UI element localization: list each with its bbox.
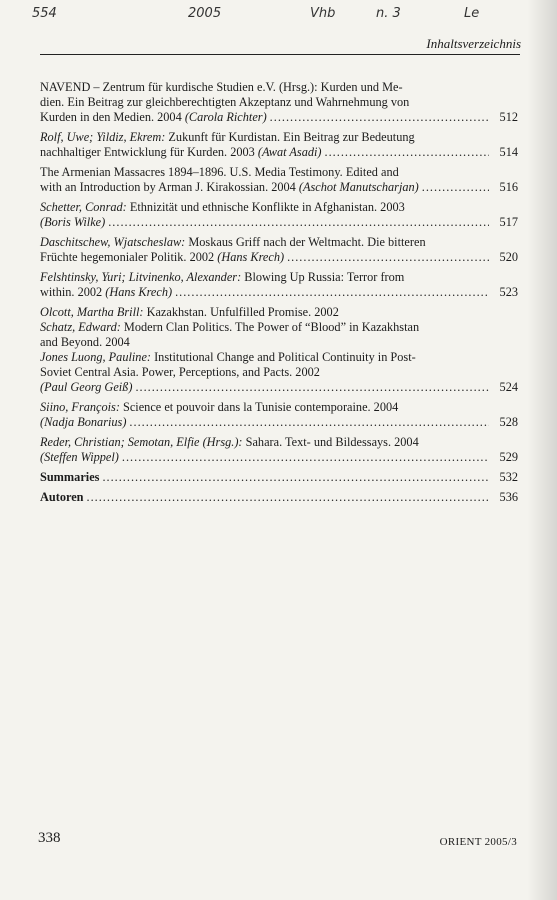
toc-entry-last-line <box>40 490 518 505</box>
handwritten-note: n. 3 <box>376 6 401 21</box>
toc-entry-last-line <box>40 285 518 300</box>
toc-entry-reviewer: (Hans Krech) <box>105 285 173 299</box>
toc-entry-reviewer: (Steffen Wippel) <box>40 450 119 464</box>
toc-entry <box>40 435 518 465</box>
toc-entry-title: Früchte hegemonialer Politik. 2002 <box>40 250 218 264</box>
toc-entry-reviewer: (Boris Wilke) <box>40 215 106 229</box>
toc-section <box>40 490 518 505</box>
handwritten-note: 2005 <box>188 6 222 21</box>
toc-entry-text: Blowing Up Russia: Terror from <box>241 270 405 284</box>
toc-page-number: 528 <box>499 415 518 429</box>
toc-entry-reviewer: (Aschot Manutscharjan) <box>298 180 419 194</box>
toc-entry-line <box>40 305 518 320</box>
toc-entry-line <box>40 350 518 365</box>
toc-entry-title: Kurden in den Medien. 2004 <box>40 110 185 124</box>
toc-entry-line <box>40 435 518 450</box>
toc-entry <box>40 165 518 195</box>
leader-dots <box>135 380 489 395</box>
toc-page-number: 512 <box>499 110 518 124</box>
leader-dots <box>422 180 489 195</box>
toc-entry-text <box>40 145 322 160</box>
toc-entry-last-line <box>40 415 518 430</box>
toc-entry-text <box>40 380 132 395</box>
toc-entry-last-line <box>40 145 518 160</box>
toc-entry <box>40 305 518 395</box>
toc-entry-text: Kazakhstan. Unfulfilled Promise. 2002 <box>143 305 339 319</box>
toc-entry-author: Felshtinsky, Yuri; Litvinenko, Alexander: <box>40 270 242 284</box>
toc-entry-title: nachhaltiger Entwicklung für Kurden. 2003 <box>40 145 258 159</box>
toc-entry <box>40 235 518 265</box>
toc-section-label: Autoren <box>40 490 84 504</box>
toc-entry-text <box>40 450 119 465</box>
toc-entry-line <box>40 320 518 335</box>
toc-entry-text: NAVEND – Zentrum für kurdische Studien e.V. (Hrsg.): Kurden und Me- <box>40 80 403 94</box>
toc-entry-author: Schatz, Edward: <box>40 320 121 334</box>
toc-entry-text <box>40 180 419 195</box>
toc-entry-text <box>40 285 172 300</box>
handwritten-note: 554 <box>32 6 57 21</box>
toc-entry-author: Olcott, Martha Brill: <box>40 305 144 319</box>
toc-entry-line <box>40 165 518 180</box>
toc-entry-line <box>40 270 518 285</box>
journal-issue: ORIENT 2005/3 <box>439 836 517 848</box>
toc-entry-last-line <box>40 180 518 195</box>
toc-entry-text: Soviet Central Asia. Power, Perceptions, and Pacts. 2002 <box>40 365 320 379</box>
table-of-contents <box>40 80 518 510</box>
toc-entry-text: and Beyond. 2004 <box>40 335 130 349</box>
toc-entry-text: Institutional Change and Political Continuity in Post- <box>151 350 416 364</box>
toc-entry <box>40 400 518 430</box>
toc-page-number: 516 <box>499 180 518 194</box>
toc-page-number: 532 <box>499 470 518 484</box>
toc-entry-reviewer: (Paul Georg Geiß) <box>40 380 133 394</box>
toc-entry-title: within. 2002 <box>40 285 106 299</box>
toc-entry <box>40 80 518 125</box>
toc-entry-line <box>40 400 518 415</box>
toc-section <box>40 470 518 485</box>
toc-entry-title: with an Introduction by Arman J. Kirakossian. 2004 <box>40 180 299 194</box>
toc-entry-author: Schetter, Conrad: <box>40 200 127 214</box>
leader-dots <box>122 450 489 465</box>
toc-entry-reviewer: (Nadja Bonarius) <box>40 415 127 429</box>
handwritten-notes <box>28 6 517 28</box>
toc-page-number: 517 <box>499 215 518 229</box>
toc-entry-last-line <box>40 250 518 265</box>
toc-entry-line <box>40 80 518 95</box>
leader-dots <box>325 145 489 160</box>
toc-page-number: 520 <box>499 250 518 264</box>
toc-entry-text: The Armenian Massacres 1894–1896. U.S. Media Testimony. Edited and <box>40 165 399 179</box>
toc-page-number: 524 <box>499 380 518 394</box>
toc-entry-author: Daschitschew, Wjatscheslaw: <box>40 235 186 249</box>
leader-dots <box>87 490 490 505</box>
handwritten-note: Vhb <box>310 6 336 21</box>
toc-entry-author: Rolf, Uwe; Yildiz, Ekrem: <box>40 130 166 144</box>
toc-page-number: 536 <box>499 490 518 504</box>
toc-page-number: 529 <box>499 450 518 464</box>
toc-entry-last-line <box>40 450 518 465</box>
page-number: 338 <box>38 830 61 846</box>
toc-entry-line <box>40 200 518 215</box>
leader-dots <box>270 110 489 125</box>
toc-entry-text <box>40 110 267 125</box>
leader-dots <box>287 250 489 265</box>
toc-entry-author: Jones Luong, Pauline: <box>40 350 151 364</box>
toc-section-label: Summaries <box>40 470 100 484</box>
toc-entry-reviewer: (Carola Richter) <box>184 110 267 124</box>
toc-page-number: 514 <box>499 145 518 159</box>
toc-entry-text <box>40 415 126 430</box>
toc-entry-last-line <box>40 215 518 230</box>
toc-entry-text: Moskaus Griff nach der Weltmacht. Die bitteren <box>185 235 426 249</box>
toc-entry-text: Zukunft für Kurdistan. Ein Beitrag zur Bedeutung <box>165 130 415 144</box>
header-divider <box>40 54 520 55</box>
toc-entry-line <box>40 95 518 110</box>
leader-dots <box>108 215 489 230</box>
toc-entry-text: Modern Clan Politics. The Power of “Blood” in Kazakhstan <box>120 320 420 334</box>
handwritten-note: Le <box>464 6 480 21</box>
toc-entry <box>40 130 518 160</box>
toc-entry <box>40 270 518 300</box>
toc-entry-line <box>40 335 518 350</box>
toc-entry-last-line <box>40 470 518 485</box>
toc-entry-text <box>40 215 105 230</box>
toc-entry-line <box>40 365 518 380</box>
toc-entry-last-line <box>40 380 518 395</box>
toc-entry-author: Siino, François: <box>40 400 120 414</box>
leader-dots <box>175 285 489 300</box>
toc-entry-last-line <box>40 110 518 125</box>
toc-entry-text: Sahara. Text- und Bildessays. 2004 <box>242 435 419 449</box>
toc-entry-reviewer: (Awat Asadi) <box>257 145 322 159</box>
toc-entry <box>40 200 518 230</box>
toc-entry-text: Ethnizität und ethnische Konflikte in Afghanistan. 2003 <box>126 200 405 214</box>
page-edge-shadow <box>527 0 557 900</box>
toc-entry-text: dien. Ein Beitrag zur gleichberechtigten Akzeptanz und Wahrnehmung von <box>40 95 410 109</box>
toc-entry-text <box>40 250 284 265</box>
toc-entry-author: Reder, Christian; Semotan, Elfie (Hrsg.): <box>40 435 243 449</box>
toc-entry-text: Science et pouvoir dans la Tunisie contemporaine. 2004 <box>119 400 399 414</box>
toc-page-number: 523 <box>499 285 518 299</box>
toc-entry-line <box>40 130 518 145</box>
toc-entry-line <box>40 235 518 250</box>
toc-entry-reviewer: (Hans Krech) <box>217 250 285 264</box>
leader-dots <box>102 470 489 485</box>
page-header-title: Inhaltsverzeichnis <box>426 36 521 51</box>
leader-dots <box>129 415 489 430</box>
